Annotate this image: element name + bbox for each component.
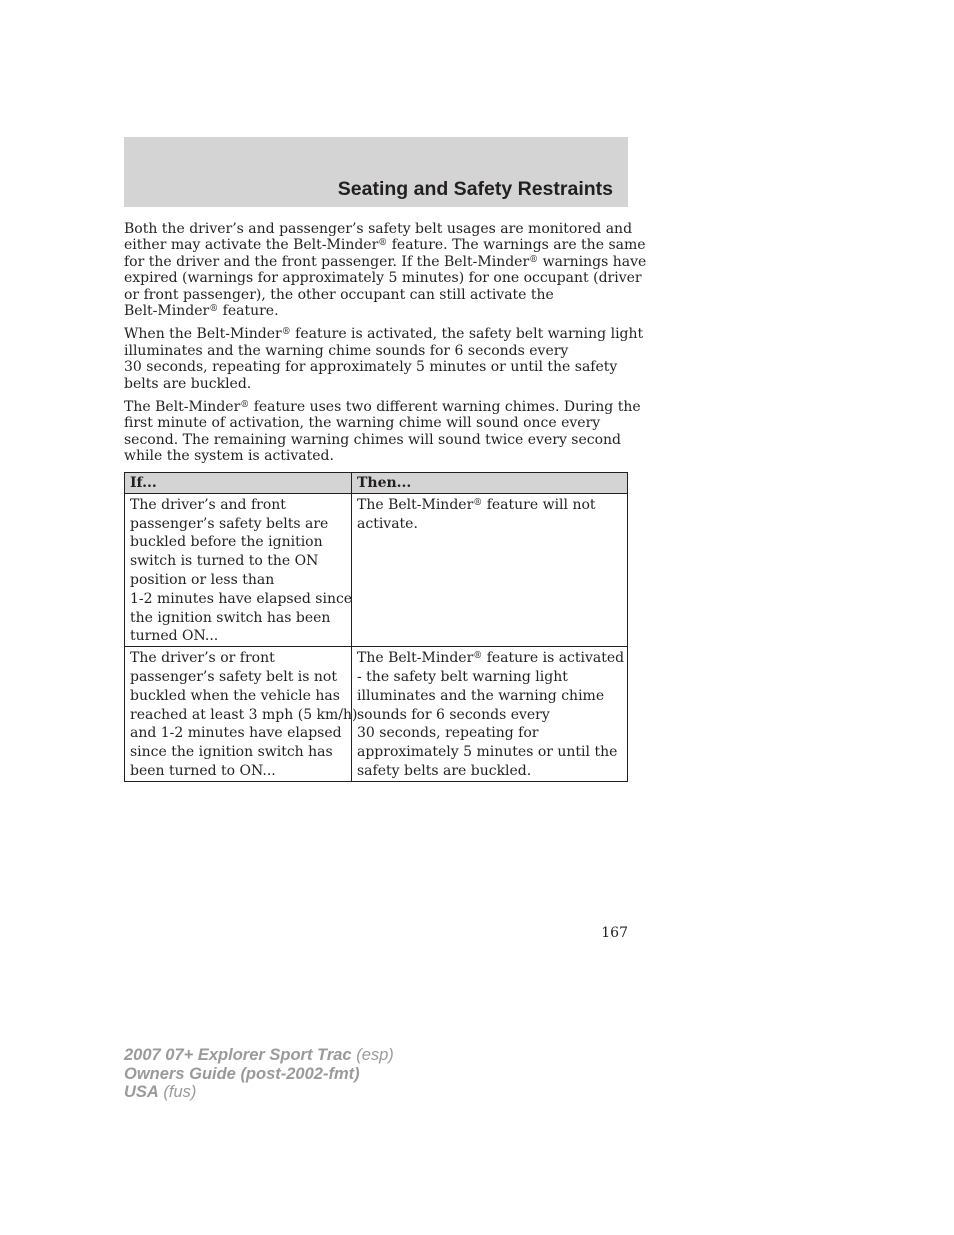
cell-line: since the ignition switch has <box>130 744 333 761</box>
cell-line: passenger’s safety belt is not <box>130 668 337 685</box>
cell-line: The driver’s or front <box>130 650 275 667</box>
section-title: Seating and Safety Restraints <box>337 178 613 200</box>
cell-line: 30 seconds, repeating for <box>357 725 539 742</box>
cell-line: switch is turned to the ON <box>130 553 319 570</box>
cell-line: passenger’s safety belts are <box>130 515 329 532</box>
page-number: 167 <box>601 925 628 941</box>
cell-line: buckled when the vehicle has <box>130 687 340 704</box>
cell-line: sounds for 6 seconds every <box>357 706 550 723</box>
cell-line: buckled before the ignition <box>130 534 323 551</box>
cell-line: the ignition switch has been <box>130 609 331 626</box>
text-line: Belt-Minder® feature. <box>124 303 279 320</box>
table-cell-then <box>352 493 628 646</box>
cell-line: The Belt-Minder® feature is activated <box>357 650 625 667</box>
footer-market-name: USA <box>124 1083 159 1102</box>
table-cell-then <box>352 647 628 782</box>
table-row <box>125 493 628 646</box>
cell-line: illuminates and the warning chime <box>357 687 605 704</box>
cell-line: The Belt-Minder® feature will not <box>357 496 596 513</box>
footer-model-name: 2007 07+ Explorer Sport Trac <box>124 1046 352 1064</box>
text-line: while the system is activated. <box>124 448 334 465</box>
footer-model-code: (esp) <box>351 1046 394 1064</box>
cell-line: - the safety belt warning light <box>357 668 568 685</box>
column-header-then: Then... <box>352 473 628 494</box>
paragraph-chimes <box>124 399 641 465</box>
if-then-table <box>124 472 628 782</box>
text-line: When the Belt-Minder® feature is activated, the safety belt warning light <box>124 326 644 343</box>
footer-line-model <box>124 1046 394 1065</box>
table-cell-if <box>125 493 352 646</box>
footer-line-guide <box>124 1065 394 1084</box>
body-text <box>124 221 647 472</box>
cell-line: 1-2 minutes have elapsed since <box>130 590 353 607</box>
table-header-row <box>125 473 628 494</box>
cell-line: turned ON... <box>130 628 219 645</box>
text-line: or front passenger), the other occupant can still activate the <box>124 286 554 303</box>
footer-guide-name: Owners Guide (post-2002-fmt) <box>124 1064 360 1083</box>
cell-line: been turned to ON... <box>130 762 276 779</box>
cell-line: safety belts are buckled. <box>357 762 532 779</box>
cell-line: and 1-2 minutes have elapsed <box>130 725 342 742</box>
footer-line-market <box>124 1083 394 1102</box>
column-header-if: If... <box>125 473 352 494</box>
paragraph-activation <box>124 326 644 392</box>
cell-line: activate. <box>357 515 418 532</box>
paragraph-monitoring <box>124 221 647 320</box>
cell-line: position or less than <box>130 571 275 588</box>
cell-line: reached at least 3 mph (5 km/h) <box>130 706 358 723</box>
text-line: 30 seconds, repeating for approximately 5 minutes or until the safety <box>124 359 618 376</box>
footer-market-code: (fus) <box>158 1083 197 1102</box>
text-line: belts are buckled. <box>124 375 252 392</box>
text-line: second. The remaining warning chimes will sound twice every second <box>124 431 622 448</box>
table-row <box>125 647 628 782</box>
table-cell-if <box>125 647 358 782</box>
document-footer <box>124 1046 394 1102</box>
cell-line: approximately 5 minutes or until the <box>357 744 618 761</box>
text-line: The Belt-Minder® feature uses two different warning chimes. During the <box>124 399 641 416</box>
text-line: illuminates and the warning chime sounds for 6 seconds every <box>124 342 569 359</box>
section-header-band <box>124 137 628 207</box>
text-line: expired (warnings for approximately 5 minutes) for one occupant (driver <box>124 270 642 287</box>
text-line: Both the driver’s and passenger’s safety belt usages are monitored and <box>124 221 633 237</box>
cell-line: The driver’s and front <box>130 496 286 513</box>
text-line: for the driver and the front passenger. If the Belt-Minder® warnings have <box>124 253 647 270</box>
text-line: first minute of activation, the warning chime will sound once every <box>124 415 601 432</box>
text-line: either may activate the Belt-Minder® feature. The warnings are the same <box>124 237 646 254</box>
